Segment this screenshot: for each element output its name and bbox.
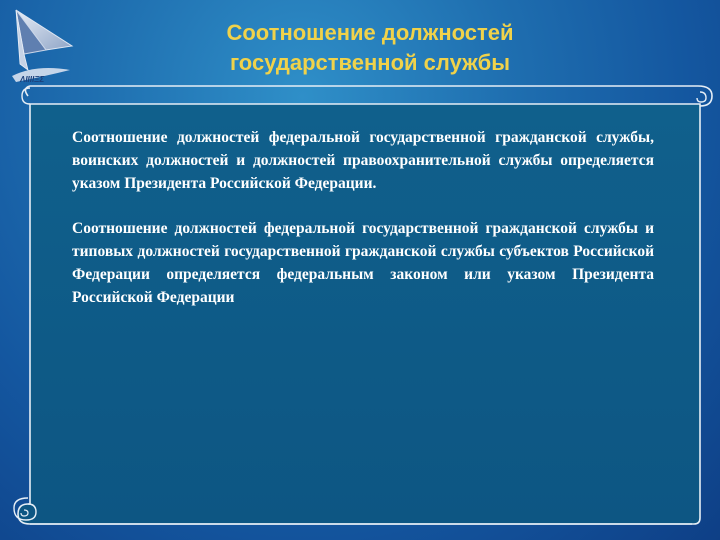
slide-title-line-2: государственной службы [229,50,511,75]
body-paragraph-1: Соотношение должностей федеральной государственной гражданской службы, воинских должностей и должностей правоохранительной службы определяется указом Президента Российской Федерации. [72,129,654,192]
body-paragraph-2: Соотношение должностей федеральной государственной гражданской службы и типовых должностей государственной гражданской службы субъектов Российской Федерации определяется федеральным законом или указом Президента Российской Федерации [72,220,654,306]
slide-title-line-1: Соотношение должностей [226,20,514,45]
slide-body [72,126,654,331]
svg-text:ΛΙΙΙΙΞΣ: ΛΙΙΙΙΞΣ [20,75,45,84]
